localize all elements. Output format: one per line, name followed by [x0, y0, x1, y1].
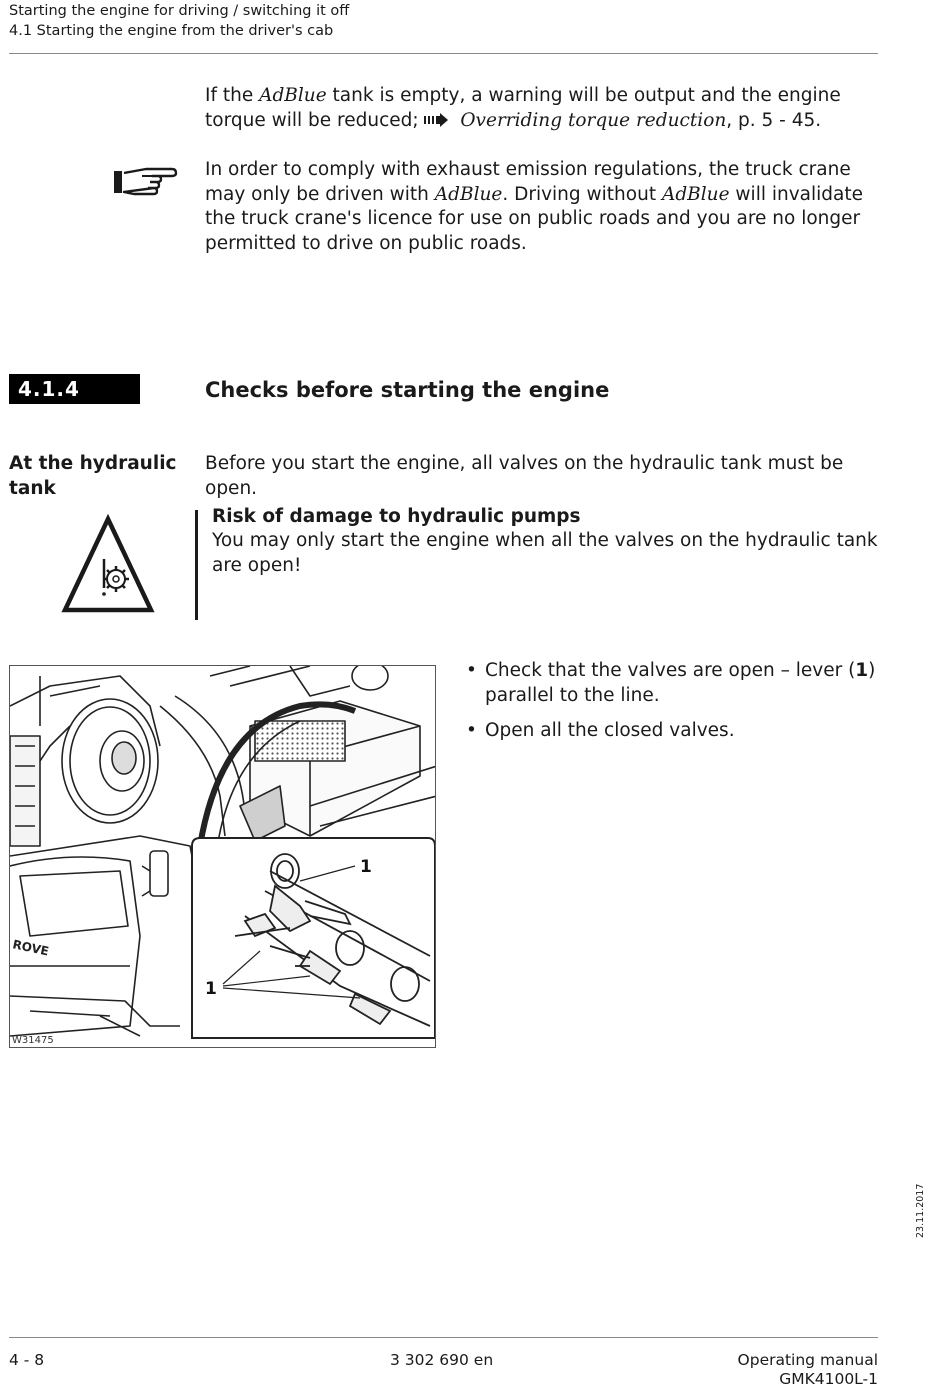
- hydraulic-tank-figure: [9, 665, 436, 1048]
- arrow-reference-icon: [424, 113, 454, 127]
- truck-brand-text: ROVE: [11, 937, 51, 959]
- pointing-hand-icon: [112, 163, 178, 199]
- callout-lever-top: 1: [360, 857, 372, 877]
- header-rule: [9, 53, 878, 54]
- warning-gear-icon: [61, 514, 155, 614]
- warning-text: You may only start the engine when all the valves on the hydraulic tank are open!: [212, 530, 878, 576]
- manual-label: Operating manual: [737, 1351, 878, 1369]
- warning-bar: [195, 510, 198, 620]
- footer-rule: [9, 1337, 878, 1338]
- emission-regulations-paragraph: In order to comply with exhaust emission regulations, the truck crane may only be driven with AdBlue. Driving without AdBlue will invalidate the truck crane's licence for use on public roads and you are no longer permitted to drive on public roads.: [205, 159, 864, 254]
- side-date: 23.11.2017: [915, 1183, 926, 1238]
- callout-lever-bottom: 1: [205, 979, 217, 999]
- torque-reduction-link[interactable]: Overriding torque reduction: [460, 109, 727, 131]
- hydraulic-lead-text: Before you start the engine, all valves on the hydraulic tank must be open.: [205, 453, 844, 499]
- doc-number: 3 302 690 en: [390, 1351, 494, 1369]
- list-item: • Check that the valves are open – lever (1) parallel to the line.: [466, 660, 876, 706]
- chapter-header: Starting the engine for driving / switching it off: [9, 3, 350, 19]
- model-label: GMK4100L-1: [779, 1370, 878, 1388]
- section-header: 4.1 Starting the engine from the driver's cab: [9, 23, 334, 39]
- section-title: Checks before starting the engine: [205, 378, 610, 402]
- crane-illustration: [10, 666, 436, 1048]
- section-number: 4.1.4: [9, 374, 140, 404]
- side-label: At the hydraulic tank: [9, 453, 177, 499]
- steps-list: [466, 659, 886, 755]
- list-item: • Open all the closed valves.: [466, 720, 735, 741]
- adblue-empty-paragraph: If the AdBlue tank is empty, a warning will be output and the engine torque will be reduced; Overriding torque reduction, p. 5 - 45.: [205, 85, 841, 131]
- figure-code: W31475: [12, 1035, 54, 1046]
- valve-detail-inset: [192, 838, 435, 1038]
- page-number: 4 - 8: [9, 1351, 45, 1369]
- warning-title: Risk of damage to hydraulic pumps: [212, 506, 581, 527]
